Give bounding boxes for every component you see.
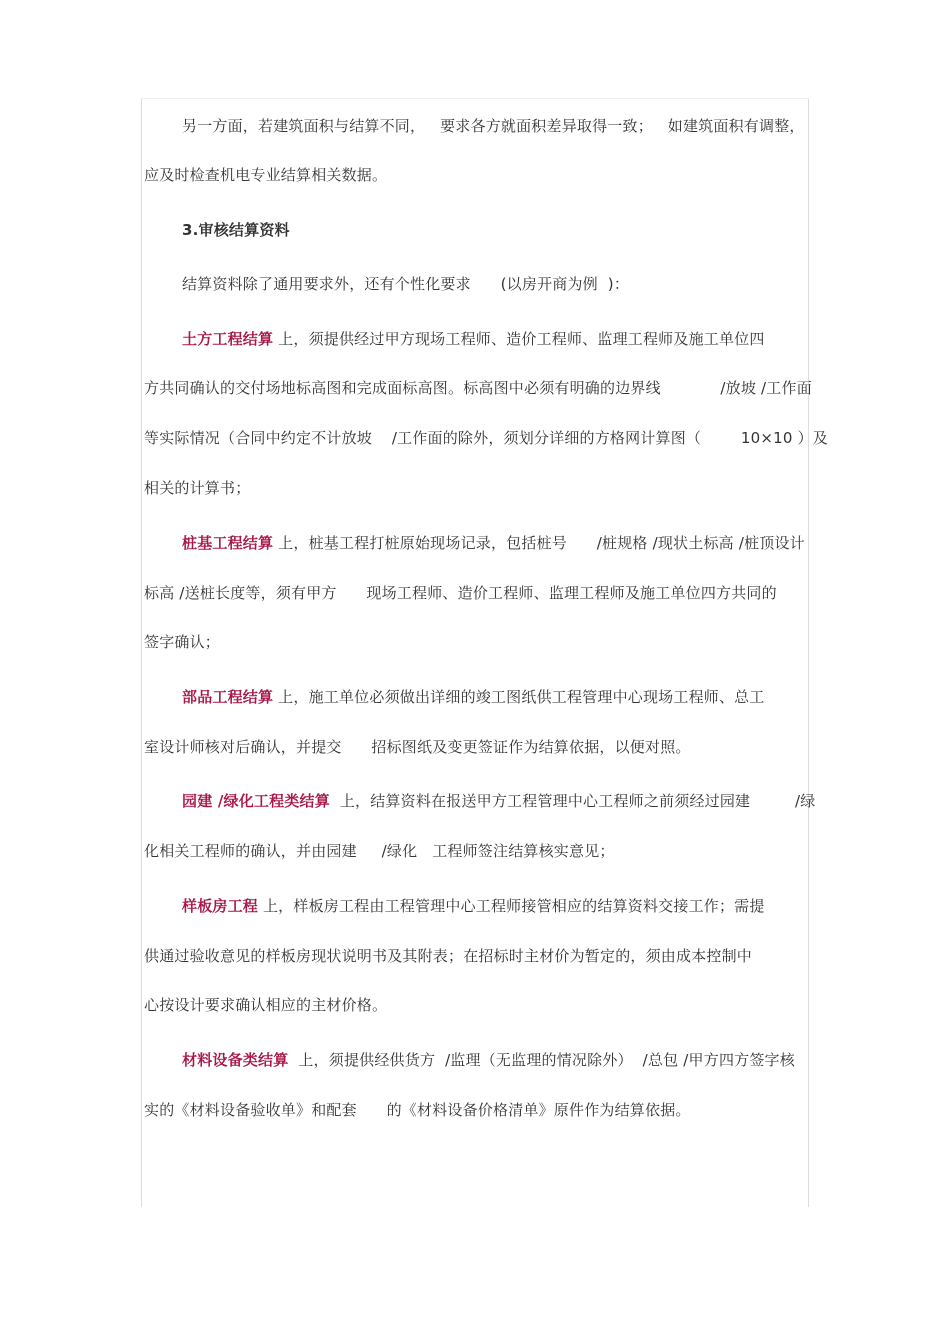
pile-title: 桩基工程结算: [182, 534, 274, 552]
showroom-line-2: 供通过验收意见的样板房现状说明书及其附表；在招标时主材价为暂定的，须由成本控制中: [144, 947, 753, 965]
landscape-line-2: 化相关工程师的确认，并由园建 /绿化 工程师签注结算核实意见；: [144, 842, 615, 860]
materials-text: 上，须提供经供货方 /监理（无监理的情况除外） /总包 /甲方四方签字核: [288, 1051, 795, 1069]
earthwork-line-4: 相关的计算书；: [144, 479, 251, 497]
showroom-line-3: 心按设计要求确认相应的主材价格。: [144, 996, 388, 1014]
parts-line-2: 室设计师核对后确认，并提交 招标图纸及变更签证作为结算依据，以便对照。: [144, 738, 691, 756]
pile-text: 上，桩基工程打桩原始现场记录，包括桩号 /桩规格 /现状土标高 /桩顶设计: [273, 534, 805, 552]
pile-line-2: 标高 /送桩长度等，须有甲方 现场工程师、造价工程师、监理工程师及施工单位四方共同的: [144, 584, 777, 602]
parts-title: 部品工程结算: [182, 688, 274, 706]
earthwork-text: 上，须提供经过甲方现场工程师、造价工程师、监理工程师及施工单位四: [273, 330, 765, 348]
earthwork-line-3: 等实际情况（合同中约定不计放坡 /工作面的除外，须划分详细的方格网计算图（ 10×10 ）及: [144, 429, 828, 447]
showroom-title: 样板房工程: [182, 897, 259, 915]
showroom-text: 上，样板房工程由工程管理中心工程师接管相应的结算资料交接工作；需提: [258, 897, 765, 915]
pile-line-1: [182, 533, 808, 553]
landscape-text: 上，结算资料在报送甲方工程管理中心工程师之前须经过园建 /绿: [329, 792, 816, 810]
page-frame: [141, 98, 828, 1207]
paragraph-line: 应及时检查机电专业结算相关数据。: [144, 166, 388, 184]
materials-line-2: 实的《材料设备验收单》和配套 的《材料设备价格清单》原件作为结算依据。: [144, 1101, 691, 1119]
landscape-line-1: [182, 791, 816, 811]
paragraph-line: 另一方面，若建筑面积与结算不同， 要求各方就面积差异取得一致； 如建筑面积有调整，: [182, 117, 805, 135]
landscape-title: 园建 /绿化工程类结算: [182, 792, 330, 810]
showroom-line-1: [182, 896, 808, 916]
paragraph-line: 结算资料除了通用要求外，还有个性化要求 (以房开商为例 )：: [182, 275, 630, 293]
materials-line-1: [182, 1050, 808, 1070]
parts-text: 上，施工单位必须做出详细的竣工图纸供工程管理中心现场工程师、总工: [273, 688, 765, 706]
earthwork-title: 土方工程结算: [182, 330, 274, 348]
materials-title: 材料设备类结算: [182, 1051, 289, 1069]
earthwork-line-1: [182, 329, 808, 349]
section-heading: 3.审核结算资料: [182, 221, 290, 239]
earthwork-line-2: 方共同确认的交付场地标高图和完成面标高图。标高图中必须有明确的边界线 /放坡 /工作面: [144, 379, 812, 397]
pile-line-3: 签字确认；: [144, 633, 221, 651]
parts-line-1: [182, 687, 808, 707]
